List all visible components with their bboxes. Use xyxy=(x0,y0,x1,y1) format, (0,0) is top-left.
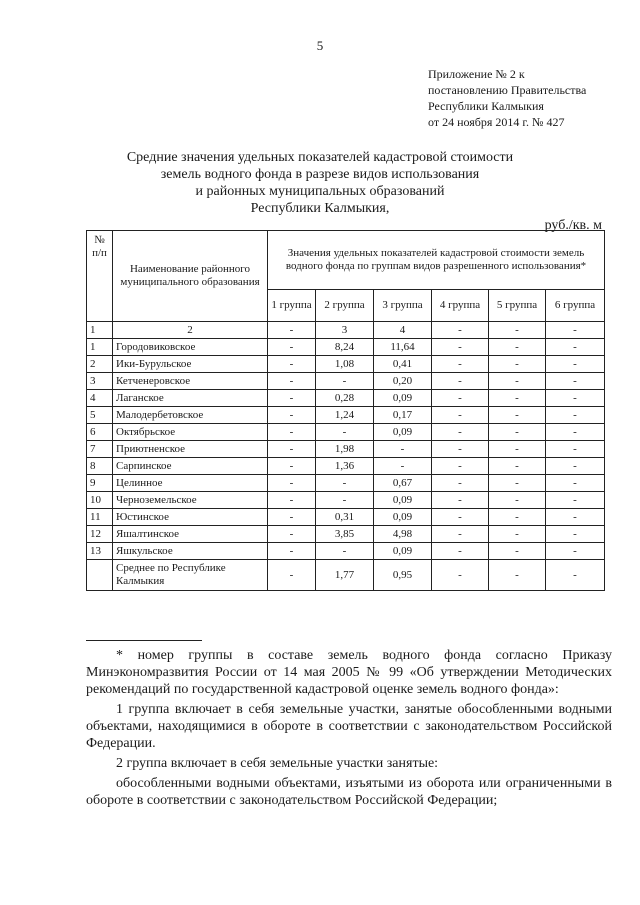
header-number: № п/п xyxy=(87,231,113,322)
value-cell: - xyxy=(432,356,489,373)
row-number: 3 xyxy=(87,373,113,390)
row-number: 4 xyxy=(87,390,113,407)
table-row xyxy=(87,492,605,509)
value-cell: - xyxy=(268,526,316,543)
index-cell: - xyxy=(268,322,316,339)
value-cell: - xyxy=(489,475,546,492)
row-number: 8 xyxy=(87,458,113,475)
table-row xyxy=(87,543,605,560)
value-cell: 4,98 xyxy=(374,526,432,543)
value-cell: - xyxy=(546,356,605,373)
value-cell: 1,08 xyxy=(316,356,374,373)
municipality-name: Юстинское xyxy=(113,509,268,526)
value-cell: 0,09 xyxy=(374,390,432,407)
value-cell: 1,24 xyxy=(316,407,374,424)
value-cell: - xyxy=(268,441,316,458)
value-cell: - xyxy=(432,560,489,591)
value-cell: 0,28 xyxy=(316,390,374,407)
value-cell: 0,09 xyxy=(374,509,432,526)
value-cell: - xyxy=(546,441,605,458)
annex-line: от 24 ноября 2014 г. № 427 xyxy=(428,115,565,129)
header-group-3: 3 группа xyxy=(374,290,432,322)
row-number xyxy=(87,560,113,591)
value-cell: - xyxy=(432,458,489,475)
header-name: Наименование районного муниципального образования xyxy=(113,231,268,322)
value-cell: - xyxy=(268,475,316,492)
index-cell: 1 xyxy=(87,322,113,339)
page-number: 5 xyxy=(316,38,324,53)
title-line: Средние значения удельных показателей кадастровой стоимости xyxy=(126,150,514,165)
table-row xyxy=(87,509,605,526)
value-cell: 8,24 xyxy=(316,339,374,356)
document-title xyxy=(90,149,550,217)
municipality-name: Сарпинское xyxy=(113,458,268,475)
row-number: 2 xyxy=(87,356,113,373)
value-cell: - xyxy=(546,390,605,407)
value-cell: - xyxy=(268,407,316,424)
value-cell: - xyxy=(432,390,489,407)
value-cell: - xyxy=(432,373,489,390)
annex-block xyxy=(428,66,628,130)
value-cell: - xyxy=(546,475,605,492)
annex-line: постановлению Правительства xyxy=(428,83,587,97)
value-cell: - xyxy=(546,560,605,591)
value-cell: - xyxy=(432,509,489,526)
annex-line: Приложение № 2 к xyxy=(428,67,525,81)
table-row xyxy=(87,373,605,390)
value-cell: - xyxy=(489,509,546,526)
value-cell: 0,09 xyxy=(374,492,432,509)
value-cell: 0,95 xyxy=(374,560,432,591)
value-cell: 0,67 xyxy=(374,475,432,492)
municipality-name: Малодербетовское xyxy=(113,407,268,424)
cadastral-values-table xyxy=(86,230,605,591)
value-cell: - xyxy=(489,373,546,390)
table-row xyxy=(87,390,605,407)
value-cell: - xyxy=(268,390,316,407)
municipality-name: Кетченеровское xyxy=(113,373,268,390)
table-row xyxy=(87,560,605,591)
value-cell: - xyxy=(316,543,374,560)
value-cell: - xyxy=(432,407,489,424)
index-cell: 3 xyxy=(316,322,374,339)
value-cell: - xyxy=(432,543,489,560)
footnote-divider xyxy=(86,640,202,641)
value-cell: - xyxy=(432,526,489,543)
value-cell: - xyxy=(546,407,605,424)
header-group-2: 2 группа xyxy=(316,290,374,322)
header-group-4: 4 группа xyxy=(432,290,489,322)
title-line: земель водного фонда в разрезе видов использования xyxy=(160,167,480,182)
value-cell: - xyxy=(489,543,546,560)
table-row xyxy=(87,441,605,458)
value-cell: - xyxy=(489,560,546,591)
value-cell: - xyxy=(489,339,546,356)
index-cell: - xyxy=(546,322,605,339)
municipality-name: Яшкульское xyxy=(113,543,268,560)
value-cell: 11,64 xyxy=(374,339,432,356)
index-cell: - xyxy=(432,322,489,339)
value-cell: - xyxy=(268,560,316,591)
value-cell: - xyxy=(268,356,316,373)
footnote-paragraph: 1 группа включает в себя земельные участки, занятые обособленными водными объектами, находящимися в обороте в соответствии с законодательством Российской Федерации. xyxy=(86,702,612,751)
value-cell: - xyxy=(432,492,489,509)
value-cell: - xyxy=(546,373,605,390)
value-cell: - xyxy=(268,458,316,475)
municipality-name: Городовиковское xyxy=(113,339,268,356)
row-number: 9 xyxy=(87,475,113,492)
value-cell: - xyxy=(268,424,316,441)
value-cell: - xyxy=(489,356,546,373)
header-values: Значения удельных показателей кадастровой стоимости земель водного фонда по группам видов разрешенного использования* xyxy=(268,231,605,290)
value-cell: - xyxy=(546,458,605,475)
value-cell: 0,20 xyxy=(374,373,432,390)
table-row xyxy=(87,526,605,543)
value-cell: - xyxy=(546,339,605,356)
value-cell: 1,36 xyxy=(316,458,374,475)
value-cell: 1,77 xyxy=(316,560,374,591)
value-cell: 0,09 xyxy=(374,424,432,441)
value-cell: 1,98 xyxy=(316,441,374,458)
value-cell: - xyxy=(268,373,316,390)
annex-line: Республики Калмыкия xyxy=(428,99,544,113)
row-number: 11 xyxy=(87,509,113,526)
footnote-paragraph: обособленными водными объектами, изъятыми из оборота или ограниченными в обороте в соответствии с законодательством Российской Федерации; xyxy=(86,776,612,808)
municipality-name: Ики-Бурульское xyxy=(113,356,268,373)
table-body xyxy=(87,322,605,591)
table-row xyxy=(87,339,605,356)
row-number: 13 xyxy=(87,543,113,560)
row-number: 7 xyxy=(87,441,113,458)
row-number: 12 xyxy=(87,526,113,543)
row-number: 10 xyxy=(87,492,113,509)
table-row xyxy=(87,424,605,441)
value-cell: - xyxy=(316,492,374,509)
table-row xyxy=(87,356,605,373)
footnote-paragraph: 2 группа включает в себя земельные участки занятые: xyxy=(116,756,439,771)
value-cell: - xyxy=(268,509,316,526)
value-cell: 0,17 xyxy=(374,407,432,424)
row-number: 6 xyxy=(87,424,113,441)
municipality-name: Лаганское xyxy=(113,390,268,407)
value-cell: - xyxy=(546,492,605,509)
value-cell: - xyxy=(546,526,605,543)
value-cell: - xyxy=(374,441,432,458)
value-cell: - xyxy=(316,475,374,492)
value-cell: - xyxy=(268,339,316,356)
value-cell: - xyxy=(432,441,489,458)
title-line: и районных муниципальных образований xyxy=(195,184,445,199)
value-cell: 0,31 xyxy=(316,509,374,526)
table-row xyxy=(87,458,605,475)
value-cell: - xyxy=(489,441,546,458)
index-cell: - xyxy=(489,322,546,339)
row-number: 5 xyxy=(87,407,113,424)
table-row xyxy=(87,475,605,492)
index-row xyxy=(87,322,605,339)
value-cell: - xyxy=(546,543,605,560)
header-group-5: 5 группа xyxy=(489,290,546,322)
municipality-name: Яшалтинское xyxy=(113,526,268,543)
row-number: 1 xyxy=(87,339,113,356)
value-cell: - xyxy=(489,390,546,407)
municipality-name: Октябрьское xyxy=(113,424,268,441)
unit-label: руб./кв. м xyxy=(544,218,602,233)
value-cell: - xyxy=(432,475,489,492)
value-cell: - xyxy=(374,458,432,475)
value-cell: 0,41 xyxy=(374,356,432,373)
value-cell: - xyxy=(432,339,489,356)
value-cell: - xyxy=(316,424,374,441)
value-cell: - xyxy=(489,458,546,475)
header-group-1: 1 группа xyxy=(268,290,316,322)
municipality-name: Целинное xyxy=(113,475,268,492)
municipality-name: Приютненское xyxy=(113,441,268,458)
value-cell: - xyxy=(489,526,546,543)
footnote-paragraph: * номер группы в составе земель водного фонда согласно Приказу Минэкономразвития России от 14 мая 2005 № 99 «Об утверждении Методических рекомендаций по государственной кадастровой оценке земель водного фонда»: xyxy=(86,648,612,697)
municipality-name: Черноземельское xyxy=(113,492,268,509)
value-cell: - xyxy=(268,543,316,560)
footnote xyxy=(86,647,612,812)
table-row xyxy=(87,407,605,424)
municipality-name: Среднее по Республике Калмыкия xyxy=(113,560,268,591)
value-cell: 3,85 xyxy=(316,526,374,543)
index-cell: 4 xyxy=(374,322,432,339)
value-cell: - xyxy=(268,492,316,509)
title-line: Республики Калмыкия, xyxy=(250,201,390,216)
value-cell: 0,09 xyxy=(374,543,432,560)
value-cell: - xyxy=(546,424,605,441)
value-cell: - xyxy=(489,407,546,424)
value-cell: - xyxy=(432,424,489,441)
header-group-6: 6 группа xyxy=(546,290,605,322)
value-cell: - xyxy=(489,492,546,509)
value-cell: - xyxy=(546,509,605,526)
value-cell: - xyxy=(316,373,374,390)
value-cell: - xyxy=(489,424,546,441)
index-cell: 2 xyxy=(113,322,268,339)
